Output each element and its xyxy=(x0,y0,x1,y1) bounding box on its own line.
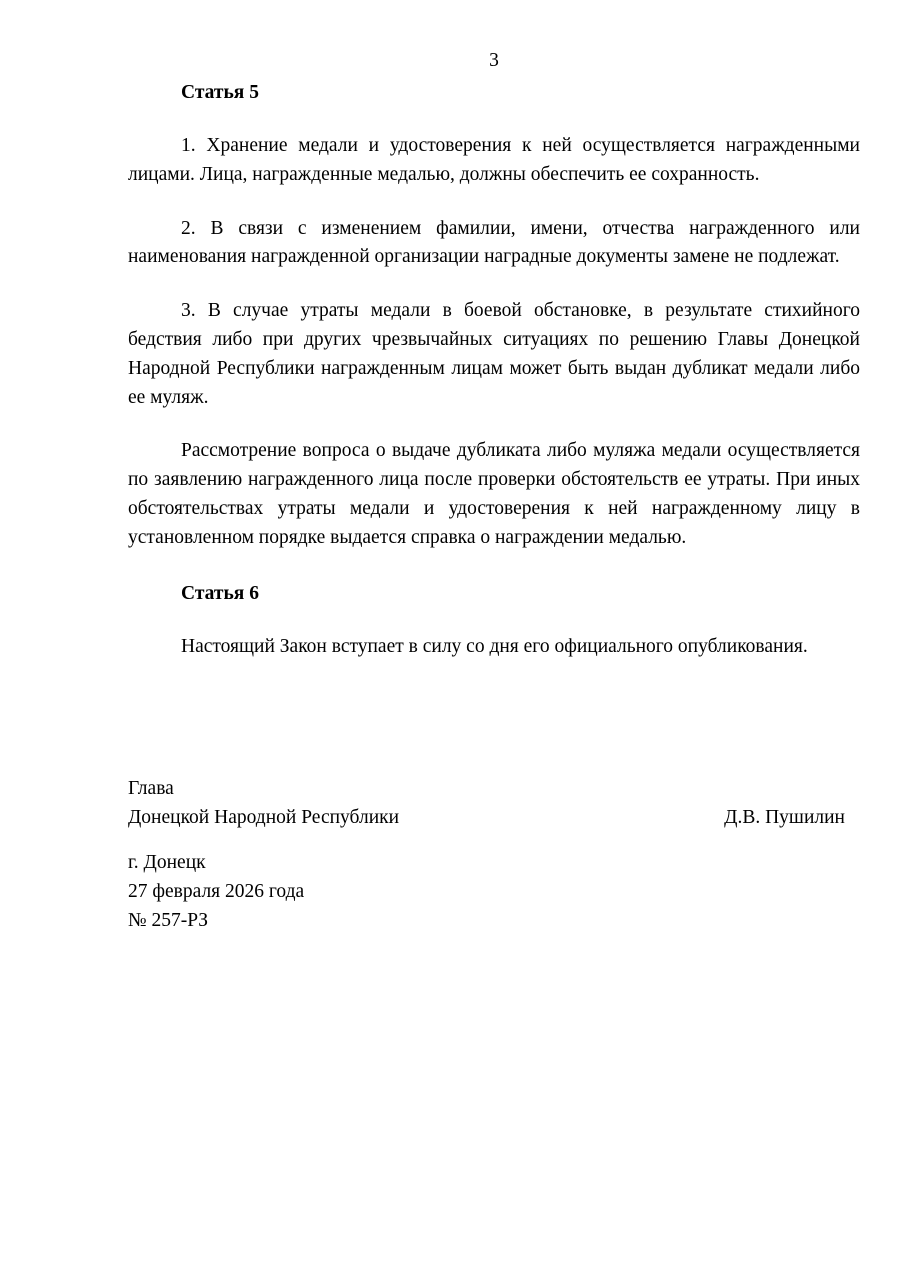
article-5-paragraph-4: Рассмотрение вопроса о выдаче дубликата либо муляжа медали осуществляется по заявлению награжденного лица после проверки обстоятельств ее утраты. При иных обстоятельствах утраты медали и удостоверения к ней награжденному лицу в установленном порядке выдается справка о награждении медалью. xyxy=(128,440,860,548)
page-number: 3 xyxy=(489,50,499,71)
signatory-title-line1: Глава xyxy=(128,778,174,800)
signatory-title-line2: Донецкой Народной Республики xyxy=(128,807,400,829)
article-5-paragraph-1: 1. Хранение медали и удостоверения к ней осуществляется награжденными лицами. Лица, награжденные медалью, должны обеспечить ее сохранность. xyxy=(128,135,860,185)
signature-city: г. Донецк xyxy=(128,851,206,873)
signature-date: 27 февраля 2026 года xyxy=(128,880,305,902)
signature-spacer xyxy=(128,833,860,849)
article-6-heading: Статья 6 xyxy=(181,582,259,604)
article-5-paragraph-3: 3. В случае утраты медали в боевой обстановке, в результате стихийного бедствия либо при других чрезвычайных ситуациях по решению Главы Донецкой Народной Республики награжденным лицам может быть выдан дубликат медали либо ее муляж. xyxy=(128,300,860,408)
signature-row xyxy=(128,804,860,833)
signature-doc-number: № 257-РЗ xyxy=(128,909,209,931)
signatory-name: Д.В. Пушилин xyxy=(724,807,845,829)
article-6-paragraph-1: Настоящий Закон вступает в силу со дня его официального опубликования. xyxy=(181,635,808,657)
article-5-paragraph-2: 2. В связи с изменением фамилии, имени, отчества награжденного или наименования награжденной организации наградные документы замене не подлежат. xyxy=(128,217,860,268)
article-5-heading: Статья 5 xyxy=(181,82,259,103)
signature-block xyxy=(128,775,860,935)
